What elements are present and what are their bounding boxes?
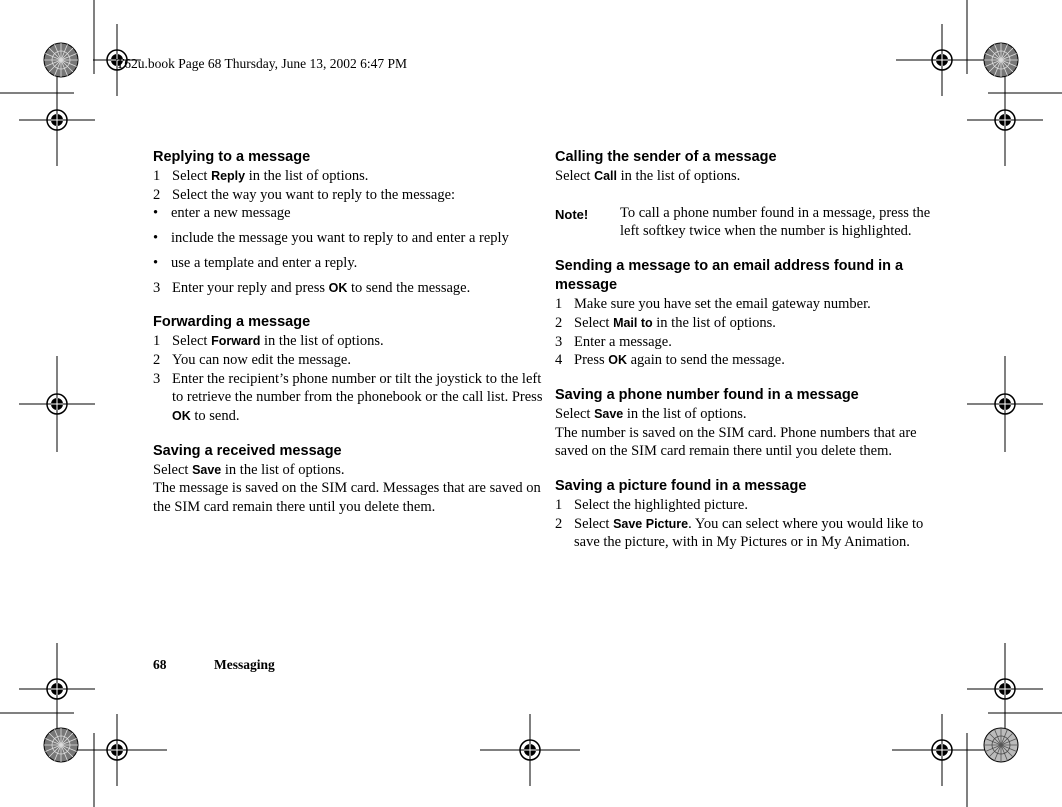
menu-keyword: OK	[608, 353, 627, 368]
list-item: 1 Select the highlighted picture.	[555, 497, 748, 514]
menu-keyword: Save Picture	[613, 516, 689, 531]
color-wheel-icon	[44, 43, 78, 77]
note-box	[555, 204, 945, 241]
registration-mark-icon	[19, 356, 95, 452]
menu-keyword: Call	[594, 169, 617, 183]
menu-keyword: Reply	[211, 169, 246, 183]
list-item: 3 Enter a message.	[555, 333, 672, 350]
paragraph: Select Call in the list of options.	[555, 168, 741, 184]
menu-keyword: Save	[594, 406, 624, 421]
section-title-saving-picture: Saving a picture found in a message	[555, 478, 807, 495]
color-wheel-icon	[984, 43, 1018, 77]
menu-keyword: OK	[172, 409, 191, 424]
left-column	[153, 148, 543, 517]
page-number: 68	[153, 657, 167, 672]
registration-mark-icon	[967, 74, 1043, 166]
menu-keyword: Forward	[211, 334, 261, 349]
registration-mark-icon	[896, 24, 988, 96]
registration-mark-icon	[480, 714, 580, 786]
paragraph: The message is saved on the SIM card. Messages that are saved on the SIM card remain there until you delete them.	[153, 480, 541, 516]
paragraph: The number is saved on the SIM card. Phone numbers that are saved on the SIM card remain there until you delete them.	[555, 424, 917, 460]
menu-keyword: Mail to	[613, 315, 653, 330]
section-title-saving-number: Saving a phone number found in a message	[555, 386, 859, 403]
footer-section-title: Messaging	[214, 657, 275, 672]
color-wheel-icon	[984, 728, 1018, 762]
bullet-item: • use a template and enter a reply.	[153, 254, 358, 271]
registration-mark-icon	[67, 714, 167, 786]
section-title-sending-email: Sending a message to an email address found in a message	[555, 258, 904, 294]
bullet-item: • include the message you want to reply to and enter a reply	[153, 230, 509, 247]
menu-keyword: OK	[328, 280, 348, 295]
list-item: 4 Press OK again to send the message.	[555, 352, 785, 369]
section-title-replying: Replying to a message	[153, 149, 311, 165]
list-item: 1 Select Reply in the list of options.	[153, 168, 369, 184]
registration-mark-icon	[19, 643, 95, 735]
list-item: 3 Enter your reply and press OK to send the message.	[153, 279, 471, 296]
section-title-calling: Calling the sender of a message	[555, 149, 777, 165]
registration-mark-icon	[892, 714, 992, 786]
note-text: To call a phone number found in a message, press the left softkey twice when the number is highlighted.	[620, 204, 931, 240]
right-column	[555, 148, 945, 552]
list-item: 2 Select Save Picture. You can select where you would like to save the picture, with in My Pictures or in My Animation.	[555, 515, 924, 551]
registration-mark-icon	[967, 356, 1043, 452]
print-header: T62u.book Page 68 Thursday, June 13, 2002 6:47 PM	[116, 56, 407, 71]
list-item: 2 Select the way you want to reply to the message:	[153, 186, 456, 203]
note-label: Note!	[555, 206, 589, 222]
list-item: 2 You can now edit the message.	[153, 351, 351, 368]
paragraph: Select Save in the list of options.	[555, 405, 747, 422]
menu-keyword: Save	[192, 462, 222, 477]
list-item: 1 Make sure you have set the email gateway number.	[555, 296, 871, 313]
bullet-item: • enter a new message	[153, 205, 291, 222]
section-title-saving-received: Saving a received message	[153, 442, 342, 459]
paragraph: Select Save in the list of options.	[153, 461, 345, 478]
registration-mark-icon	[19, 74, 95, 166]
section-title-forwarding: Forwarding a message	[153, 314, 311, 331]
list-item: 2 Select Mail to in the list of options.	[555, 314, 776, 331]
list-item: 1 Select Forward in the list of options.	[153, 333, 384, 350]
list-item: 3 Enter the recipient’s phone number or tilt the joystick to the left to retrieve the number from the phonebook or the call list. Press OK to send.	[153, 370, 543, 425]
color-wheel-icon	[44, 728, 78, 762]
registration-mark-icon	[967, 643, 1043, 735]
